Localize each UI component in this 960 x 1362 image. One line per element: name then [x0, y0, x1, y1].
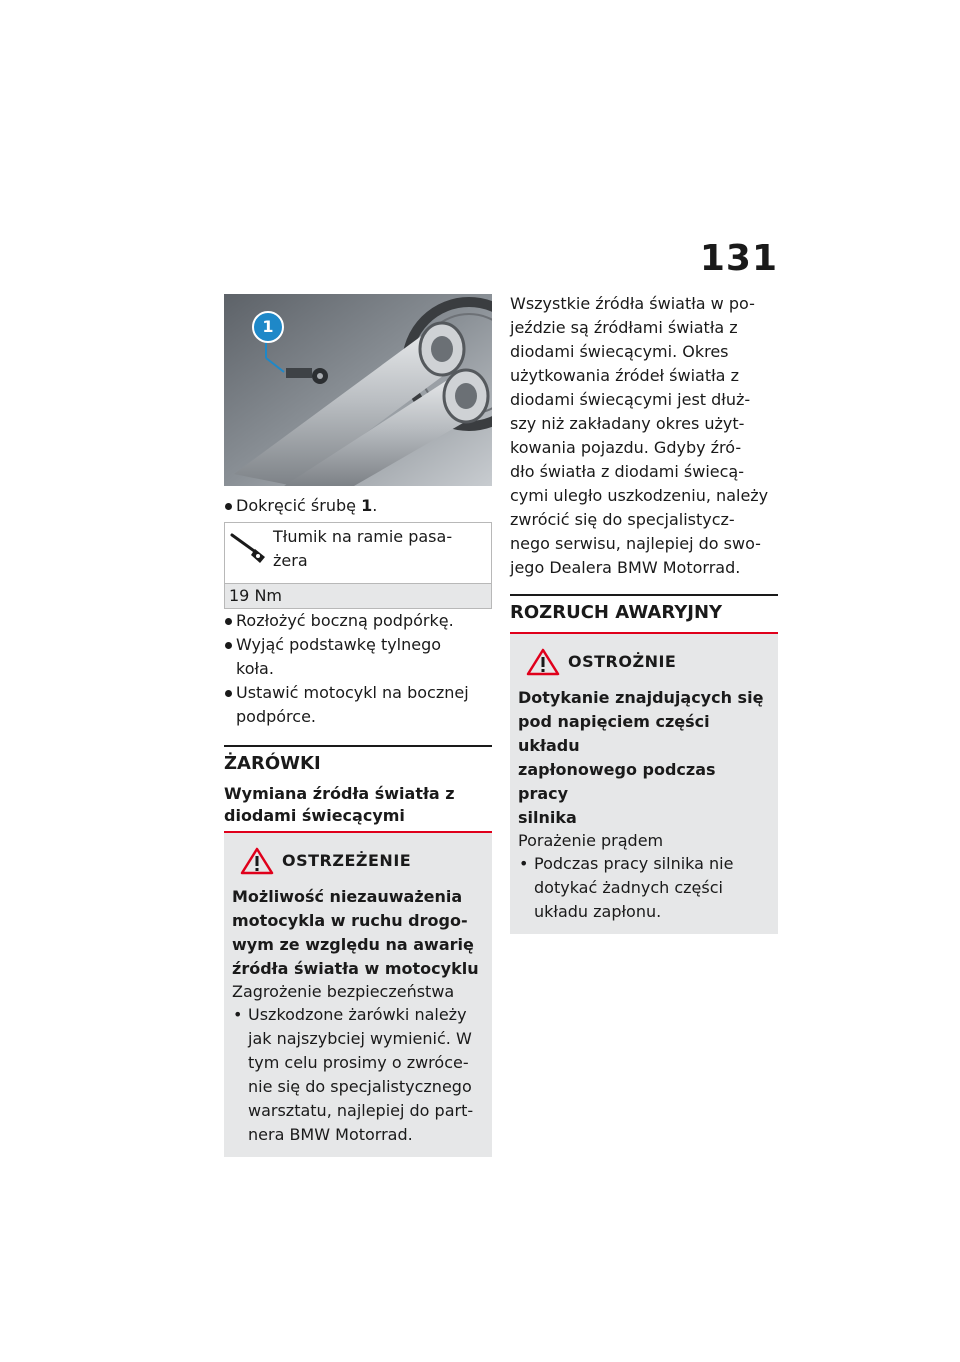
step-line: podpórce.: [236, 707, 316, 726]
left-column: [224, 294, 492, 1157]
caution-header: [518, 648, 770, 676]
step-line: Rozłożyć boczną podpórkę.: [236, 611, 454, 630]
section-title-bulbs: ŻARÓWKI: [224, 753, 321, 774]
caution-statement-line: silnika: [518, 808, 577, 827]
torque-spec: [224, 522, 492, 609]
paragraph-line: jeździe są źródłami światła z: [510, 318, 738, 337]
warning-box: [224, 833, 492, 1157]
right-column: [510, 292, 778, 934]
warning-statement-line: Możliwość niezauważenia: [232, 887, 463, 906]
led-paragraph: [510, 292, 778, 580]
caution-instruction-line: układu zapłonu.: [534, 902, 662, 921]
caution-instruction-line: • Podczas pracy silnika nie: [534, 854, 734, 873]
paragraph-line: diodami świecącymi jest dłuż-: [510, 390, 751, 409]
callout-marker-1: 1: [252, 311, 284, 343]
warning-title: OSTRZEŻENIE: [282, 851, 412, 870]
paragraph-line: zwrócić się do specjalistycz-: [510, 510, 735, 529]
subsection-title: [224, 783, 492, 827]
warning-triangle-icon: [526, 648, 560, 676]
warning-instruction: [232, 1003, 484, 1147]
caution-instruction: [518, 852, 770, 924]
warning-instruction-line: nera BMW Motorrad.: [248, 1125, 413, 1144]
section-divider: [510, 594, 778, 596]
step-line: Ustawić motocykl na bocznej: [236, 683, 469, 702]
step-line: koła.: [236, 659, 274, 678]
exhaust-photo: [224, 294, 492, 486]
step-item: [224, 681, 492, 729]
paragraph-line: jego Dealera BMW Motorrad.: [510, 558, 741, 577]
torque-label-line: żera: [273, 551, 308, 570]
torque-label: [273, 525, 485, 573]
step-ref: 1: [361, 496, 373, 515]
step-end: .: [372, 496, 378, 515]
torque-value: 19 Nm: [225, 584, 491, 608]
page-number: 131: [699, 238, 778, 279]
section-divider: [224, 745, 492, 747]
caution-title: OSTROŻNIE: [568, 652, 677, 671]
section-title-emergency-start: ROZRUCH AWARYJNY: [510, 602, 723, 623]
paragraph-line: diodami świecącymi. Okres: [510, 342, 729, 361]
caution-hazard: Porażenie prądem: [518, 831, 664, 850]
step-text: Dokręcić śrubę: [236, 496, 356, 515]
paragraph-line: kowania pojazdu. Gdyby źró-: [510, 438, 742, 457]
warning-instruction-line: jak najszybciej wymienić. W: [248, 1029, 472, 1048]
warning-triangle-icon: [240, 847, 274, 875]
paragraph-line: Wszystkie źródła światła w po-: [510, 294, 755, 313]
caution-statement: [518, 686, 770, 830]
caution-statement-line: Dotykanie znajdujących się: [518, 688, 764, 707]
subsection-title-line: Wymiana źródła światła z: [224, 784, 455, 803]
warning-header: [232, 847, 484, 875]
step-line: Wyjąć podstawkę tylnego: [236, 635, 442, 654]
caution-box: [510, 634, 778, 934]
caution-statement-line: zapłonowego podczas pracy: [518, 760, 716, 803]
warning-instruction-line: warsztatu, najlepiej do part-: [248, 1101, 474, 1120]
caution-instruction-line: dotykać żadnych części: [534, 878, 723, 897]
caution-statement-line: pod napięciem części układu: [518, 712, 710, 755]
paragraph-line: użytkowania źródeł światła z: [510, 366, 739, 385]
warning-statement: [232, 885, 484, 981]
warning-statement-line: wym ze względu na awarię: [232, 935, 474, 954]
paragraph-line: nego serwisu, najlepiej do swo-: [510, 534, 761, 553]
paragraph-line: cymi uległo uszkodzeniu, należy: [510, 486, 769, 505]
paragraph-line: dło światła z diodami świecą-: [510, 462, 744, 481]
step-item: [224, 609, 492, 633]
warning-instruction-line: nie się do specjalistycznego: [248, 1077, 472, 1096]
torque-wrench-icon: [229, 531, 269, 565]
torque-label-line: Tłumik na ramie pasa-: [273, 527, 453, 546]
step-item: [224, 633, 492, 681]
warning-statement-line: źródła światła w motocyklu: [232, 959, 479, 978]
step-tighten-bolt: [224, 494, 492, 518]
paragraph-line: szy niż zakładany okres użyt-: [510, 414, 745, 433]
subsection-title-line: diodami świecącymi: [224, 806, 405, 825]
warning-instruction-line: tym celu prosimy o zwróce-: [248, 1053, 469, 1072]
warning-instruction-line: • Uszkodzone żarówki należy: [248, 1005, 467, 1024]
warning-statement-line: motocykla w ruchu drogo-: [232, 911, 468, 930]
warning-hazard: Zagrożenie bezpieczeństwa: [232, 982, 455, 1001]
